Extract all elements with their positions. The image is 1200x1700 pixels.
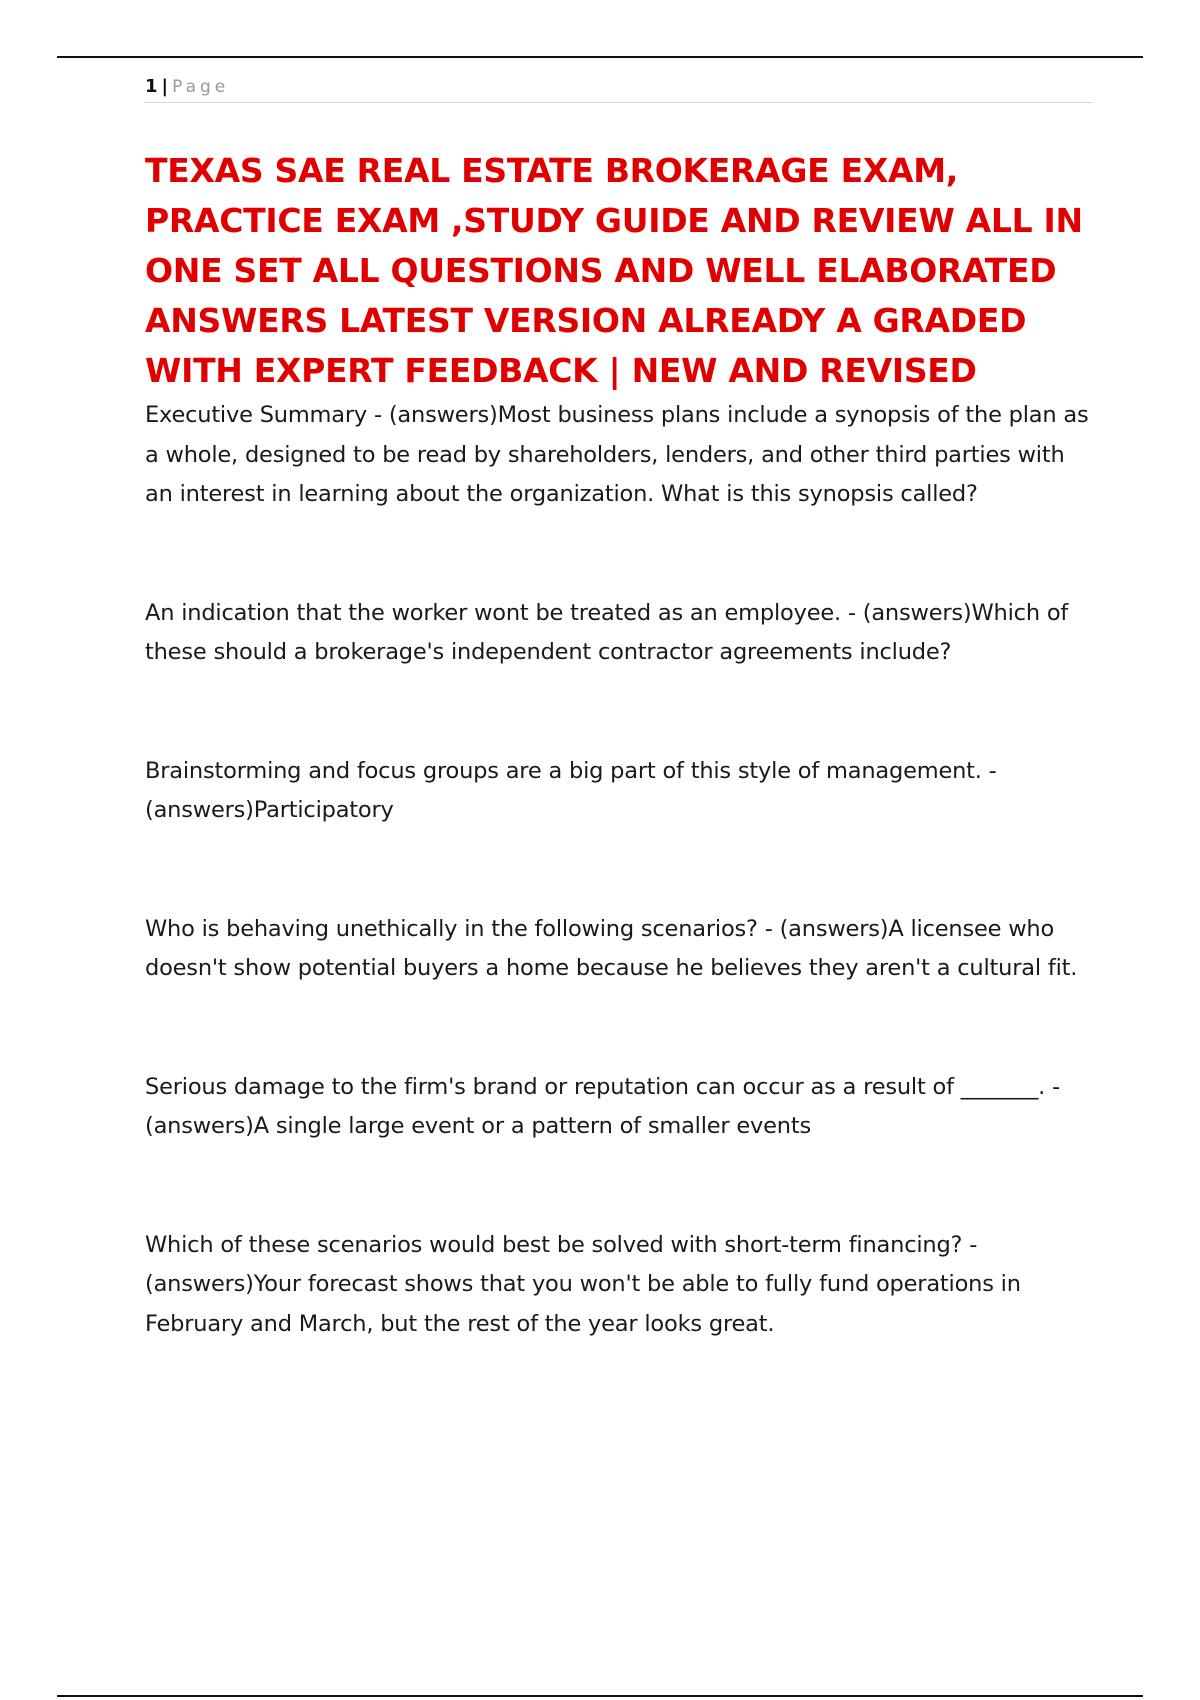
document-body [145,146,1095,1344]
page-number: 1 [145,76,158,97]
page-separator: | [161,76,169,97]
qa-item: Executive Summary - (answers)Most business plans include a synopsis of the plan as a whole, designed to be read by shareholders, lenders, and other third parties with an interest in learning about the organization. What is this synopsis called? [145,402,1089,507]
page-header [145,74,1093,103]
qa-item: Brainstorming and focus groups are a big part of this style of management. - (answers)Participatory [145,757,997,823]
top-rule [57,56,1143,58]
qa-item: An indication that the worker wont be treated as an employee. - (answers)Which of these should a brokerage's independent contractor agreements include? [145,599,1069,665]
qa-item: Serious damage to the firm's brand or reputation can occur as a result of _______. - (answers)A single large event or a pattern of smaller events [145,1073,1060,1139]
qa-item: Which of these scenarios would best be solved with short-term financing? - (answers)Your forecast shows that you won't be able to fully fund operations in February and March, but the rest of the year looks great. [145,1231,1021,1337]
qa-item: Who is behaving unethically in the following scenarios? - (answers)A licensee who doesn't show potential buyers a home because he believes they aren't a cultural fit. [145,915,1078,981]
bottom-rule [57,1695,1143,1697]
page-label: Page [172,77,230,97]
document-title: TEXAS SAE REAL ESTATE BROKERAGE EXAM, PRACTICE EXAM ,STUDY GUIDE AND REVIEW ALL IN ONE SET ALL QUESTIONS AND WELL ELABORATED ANSWERS LATEST VERSION ALREADY A GRADED WITH EXPERT FEEDBACK | NEW AND REVISED [145,151,1083,390]
